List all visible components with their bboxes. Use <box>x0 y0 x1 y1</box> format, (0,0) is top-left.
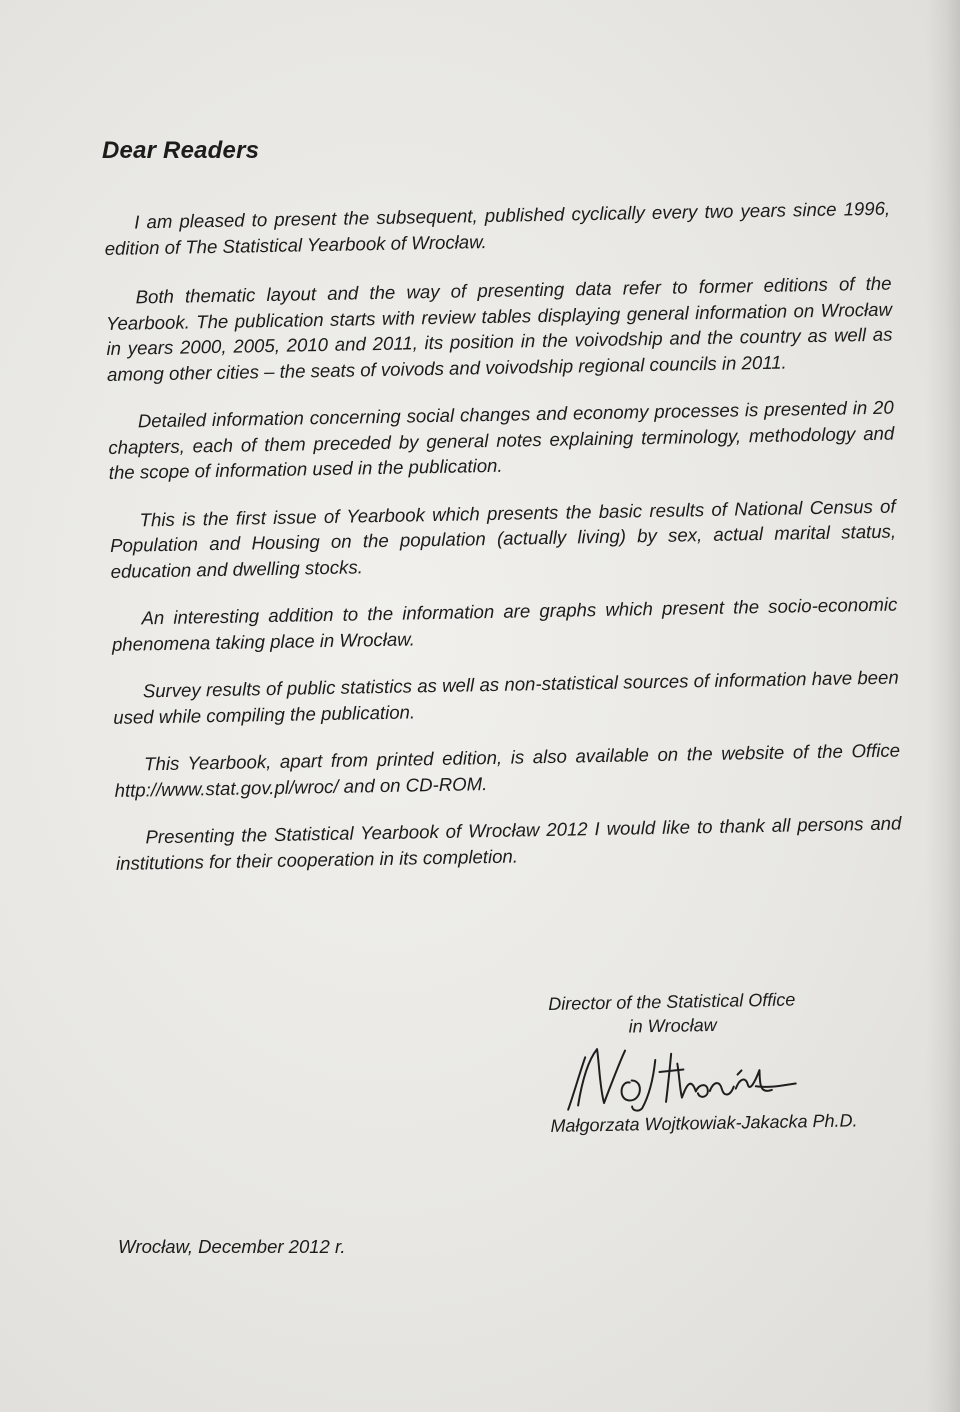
letter-body <box>104 196 902 898</box>
signatory-office: in Wrocław <box>628 1014 717 1037</box>
signatory-name: Małgorzata Wojtkowiak-Jakacka Ph.D. <box>550 1110 858 1136</box>
paragraph-intro: I am pleased to present the subsequent, published cyclically every two years since 1996, edition of The Statistical Yearbook of Wrocław. <box>104 197 891 259</box>
paragraph-website: This Yearbook, apart from printed edition, is also available on the website of the Office http://www.stat.gov.pl/wroc/ and on CD-ROM. <box>114 739 901 801</box>
paragraph-census: This is the first issue of Yearbook which presents the basic results of National Census of Population and Housing on the population (actually living) by sex, actual marital status, education and dwelling stocks. <box>109 495 897 582</box>
place-and-date: Wrocław, December 2012 r. <box>118 1236 346 1257</box>
paragraph-chapters: Detailed information concerning social changes and economy processes is presented in 20 chapters, each of them preceded by general notes explaining terminology, methodology and the scope of information used in the publication. <box>108 396 895 483</box>
paragraph-graphs: An interesting addition to the information are graphs which present the socio-economic phenomena taking place in Wrocław. <box>111 593 898 655</box>
paragraph-sources: Survey results of public statistics as well as non-statistical sources of information have been used while compiling the publication. <box>113 666 899 728</box>
paragraph-thanks: Presenting the Statistical Yearbook of Wrocław 2012 I would like to thank all persons and institutions for their cooperation in its completion. <box>115 812 902 874</box>
handwritten-signature <box>559 1038 850 1113</box>
signatory-title: Director of the Statistical Office <box>548 989 796 1014</box>
paragraph-layout: Both thematic layout and the way of presenting data refer to former editions of the Yearbook. The publication starts with review tables displaying general information on Wrocław in years 2000, 2005, 2010 and 2011, its position in the voivodship and the country as well as among other cities – the seats of voivods and voivodship regional councils in 2011. <box>105 272 893 385</box>
signature-block <box>548 985 911 1138</box>
letter-heading: Dear Readers <box>102 137 260 164</box>
page-edge-shadow <box>926 0 960 1412</box>
